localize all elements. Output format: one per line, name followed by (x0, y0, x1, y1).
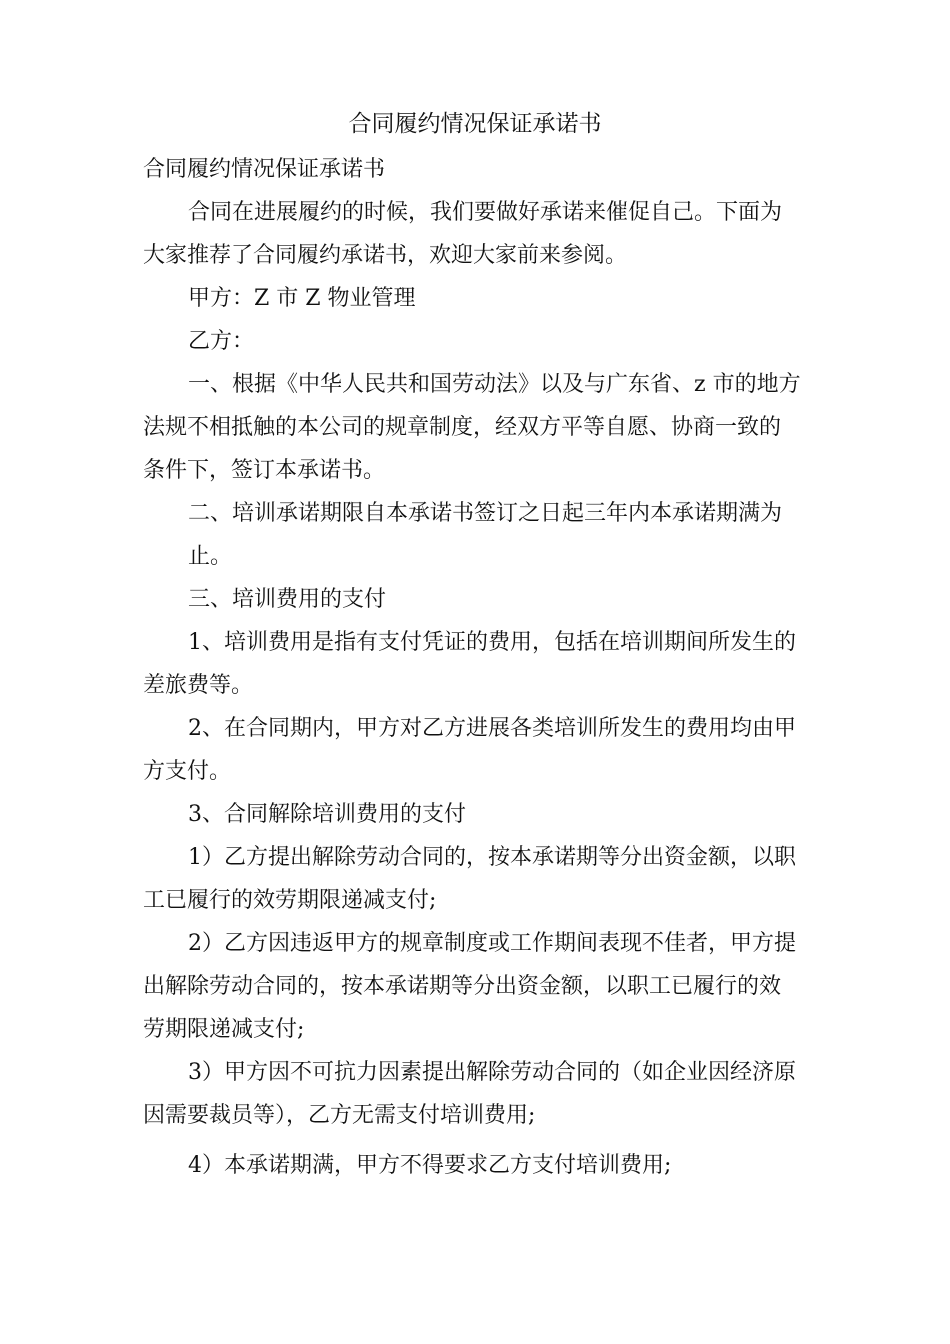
paragraph-line: 法规不相抵触的本公司的规章制度，经双方平等自愿、协商一致的 (143, 415, 782, 440)
section-heading: 3、合同解除培训费用的支付 (188, 802, 466, 827)
document-title: 合同履约情况保证承诺书 (348, 111, 602, 137)
document-subtitle: 合同履约情况保证承诺书 (143, 157, 386, 182)
party-b-line: 乙方： (188, 329, 255, 354)
party-a-line: 甲方：Z 市 Z 物业管理 (188, 286, 416, 311)
paragraph-line: 1、培训费用是指有支付凭证的费用，包括在培训期间所发生的 (188, 630, 796, 655)
paragraph-line: 3）甲方因不可抗力因素提出解除劳动合同的（如企业因经济原 (188, 1060, 796, 1085)
paragraph-line: 二、培训承诺期限自本承诺书签订之日起三年内本承诺期满为 (188, 501, 783, 526)
paragraph-line: 止。 (188, 544, 233, 569)
paragraph-line: 一、根据《中华人民共和国劳动法》以及与广东省、z 市的地方 (188, 372, 801, 397)
paragraph-line: 1）乙方提出解除劳动合同的，按本承诺期等分出资金额，以职 (188, 845, 796, 870)
paragraph-line: 因需要裁员等），乙方无需支付培训费用; (143, 1103, 536, 1128)
paragraph-line: 2、在合同期内，甲方对乙方进展各类培训所发生的费用均由甲 (188, 716, 796, 741)
paragraph-line: 大家推荐了合同履约承诺书，欢迎大家前来参阅。 (143, 243, 628, 268)
paragraph-line: 出解除劳动合同的，按本承诺期等分出资金额，以职工已履行的效 (143, 974, 782, 999)
paragraph-line: 差旅费等。 (143, 673, 254, 698)
paragraph-line: 方支付。 (143, 759, 232, 784)
section-heading: 三、培训费用的支付 (188, 587, 387, 612)
paragraph-line: 工已履行的效劳期限递减支付; (143, 888, 437, 913)
paragraph-line: 4）本承诺期满，甲方不得要求乙方支付培训费用; (188, 1153, 672, 1178)
paragraph-line: 合同在进展履约的时候，我们要做好承诺来催促自己。下面为 (188, 200, 783, 225)
paragraph-line: 劳期限递减支付; (143, 1017, 305, 1042)
paragraph-line: 条件下，签订本承诺书。 (143, 458, 386, 483)
paragraph-line: 2）乙方因违返甲方的规章制度或工作期间表现不佳者，甲方提 (188, 931, 796, 956)
